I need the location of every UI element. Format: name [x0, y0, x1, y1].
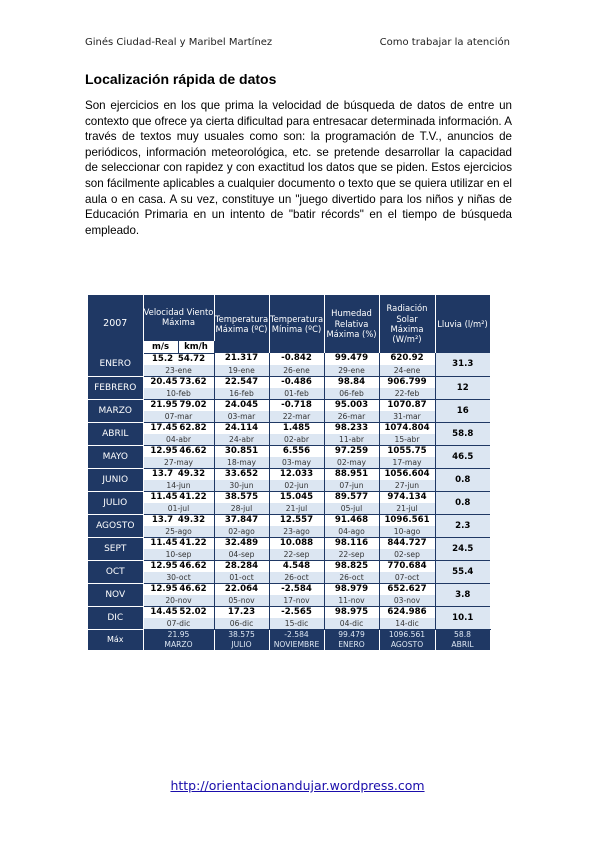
tmax-date: 24-abr: [214, 434, 269, 446]
radiation-date: 22-feb: [379, 388, 435, 400]
rain-value: 24.5: [435, 537, 490, 560]
max-radiation-month: AGOSTO: [379, 640, 435, 650]
month-label: MAYO: [88, 445, 143, 468]
wind-ms: 11.45: [150, 537, 178, 548]
rain-value: 46.5: [435, 445, 490, 468]
wind-ms: 13.7: [151, 468, 174, 479]
wind-date: 25-ago: [143, 526, 214, 538]
wind-date: 20-nov: [143, 595, 214, 607]
tmax-value: 22.547: [214, 376, 269, 388]
humidity-date: 26-oct: [324, 572, 379, 584]
radiation-value: 1096.561: [379, 514, 435, 526]
weather-table: [88, 295, 491, 650]
table-row: [88, 537, 490, 549]
wind-kmh: 62.82: [179, 422, 207, 433]
month-label: JUNIO: [88, 468, 143, 491]
wind-kmh: 73.62: [179, 376, 207, 387]
month-label: SEPT: [88, 537, 143, 560]
tmin-value: -2.584: [269, 583, 324, 595]
tmin-value: -2.565: [269, 606, 324, 618]
wind-date: 23-ene: [143, 365, 214, 377]
month-label: ENERO: [88, 353, 143, 376]
table-row: [88, 491, 490, 503]
humidity-value: 98.84: [324, 376, 379, 388]
wind-date: 27-may: [143, 457, 214, 469]
tmax-value: 21.317: [214, 353, 269, 365]
table-row-dates: [88, 572, 490, 584]
wind-ms: 15.2: [151, 353, 174, 364]
wind-ms: 21.95: [150, 399, 178, 410]
rain-value: 0.8: [435, 491, 490, 514]
tmax-value: 17.23: [214, 606, 269, 618]
wind-date: 07-dic: [143, 618, 214, 630]
wind-date: 10-feb: [143, 388, 214, 400]
wind-kmh: 46.62: [179, 560, 207, 571]
humidity-value: 99.479: [324, 353, 379, 365]
humidity-value: 98.825: [324, 560, 379, 572]
humidity-date: 02-may: [324, 457, 379, 469]
header-humidity: Humedad Relativa Máxima (%): [324, 295, 379, 353]
max-tmin-month: NOVIEMBRE: [269, 640, 324, 650]
tmax-value: 38.575: [214, 491, 269, 503]
wind-kmh: 46.62: [179, 445, 207, 456]
tmin-date: 26-oct: [269, 572, 324, 584]
wind-ms: 11.45: [150, 491, 178, 502]
tmin-value: 10.088: [269, 537, 324, 549]
rain-value: 2.3: [435, 514, 490, 537]
tmax-date: 19-ene: [214, 365, 269, 377]
humidity-date: 22-sep: [324, 549, 379, 561]
tmin-value: 6.556: [269, 445, 324, 457]
tmin-value: 15.045: [269, 491, 324, 503]
max-humidity-month: ENERO: [324, 640, 379, 650]
tmin-value: 1.485: [269, 422, 324, 434]
wind-ms: 20.45: [150, 376, 178, 387]
radiation-date: 03-nov: [379, 595, 435, 607]
humidity-date: 26-mar: [324, 411, 379, 423]
wind-values: [143, 353, 214, 365]
humidity-value: 98.975: [324, 606, 379, 618]
wind-values: [143, 468, 214, 480]
weather-table-body: [88, 353, 490, 629]
tmin-date: 22-mar: [269, 411, 324, 423]
humidity-value: 95.003: [324, 399, 379, 411]
intro-paragraph: Son ejercicios en los que prima la velocidad de búsqueda de datos de entre un contexto que ofrece ya cierta dificultad para entresacar determinada información. A través de textos muy usuales como son: la programación de T.V., anuncios de periódicos, información meteorológica, etc. se pretende desarrollar la capacidad de seleccionar con rapidez y con exactitud los datos que se piden. Estos ejercicios son fácilmente aplicables a cualquier documento o texto que se quiera utilizar en el aula o en casa. A su vez, constituye un "juego divertido para los niños y niñas de Educación Primaria en un intento de "batir récords" en el tiempo de búsqueda empleado.: [85, 99, 512, 237]
radiation-date: 27-jun: [379, 480, 435, 492]
header-tmin: Temperatura Mínima (ºC): [269, 295, 324, 353]
wind-kmh: 49.32: [177, 468, 206, 479]
max-tmax: 38.575: [214, 629, 269, 640]
tmax-value: 22.064: [214, 583, 269, 595]
tmin-date: 22-sep: [269, 549, 324, 561]
month-label: JULIO: [88, 491, 143, 514]
humidity-date: 11-abr: [324, 434, 379, 446]
wind-date: 07-mar: [143, 411, 214, 423]
rain-value: 55.4: [435, 560, 490, 583]
tmax-value: 24.114: [214, 422, 269, 434]
humidity-date: 05-jul: [324, 503, 379, 515]
tmax-date: 06-dic: [214, 618, 269, 630]
radiation-date: 02-sep: [379, 549, 435, 561]
humidity-value: 89.577: [324, 491, 379, 503]
wind-date: 14-jun: [143, 480, 214, 492]
tmin-date: 15-dic: [269, 618, 324, 630]
tmin-date: 26-ene: [269, 365, 324, 377]
radiation-value: 844.727: [379, 537, 435, 549]
radiation-value: 1070.87: [379, 399, 435, 411]
max-rain: 58.8: [435, 629, 490, 640]
humidity-date: 07-jun: [324, 480, 379, 492]
tmax-date: 18-may: [214, 457, 269, 469]
unit-ms: m/s: [143, 340, 178, 353]
table-row: [88, 606, 490, 618]
wind-values: [143, 606, 214, 618]
wind-kmh: 46.62: [179, 583, 207, 594]
tmin-date: 02-jun: [269, 480, 324, 492]
header-document-title: Como trabajar la atención: [379, 37, 510, 48]
header-radiation: Radiación Solar Máxima (W/m²): [379, 295, 435, 353]
table-row: [88, 468, 490, 480]
max-tmin: -2.584: [269, 629, 324, 640]
tmax-value: 33.652: [214, 468, 269, 480]
table-row-dates: [88, 503, 490, 515]
tmax-value: 37.847: [214, 514, 269, 526]
header-wind: Velocidad Viento Máxima: [143, 295, 214, 340]
humidity-value: 98.979: [324, 583, 379, 595]
wind-date: 04-abr: [143, 434, 214, 446]
wind-ms: 12.95: [150, 445, 178, 456]
radiation-value: 974.134: [379, 491, 435, 503]
tmin-value: -0.486: [269, 376, 324, 388]
wind-ms: 12.95: [150, 560, 178, 571]
tmax-value: 24.045: [214, 399, 269, 411]
tmin-value: 12.033: [269, 468, 324, 480]
tmax-date: 04-sep: [214, 549, 269, 561]
humidity-value: 98.233: [324, 422, 379, 434]
unit-kmh: km/h: [178, 340, 214, 353]
radiation-value: 770.684: [379, 560, 435, 572]
tmax-value: 32.489: [214, 537, 269, 549]
radiation-date: 17-may: [379, 457, 435, 469]
tmin-date: 01-feb: [269, 388, 324, 400]
wind-values: [143, 445, 214, 457]
radiation-date: 07-oct: [379, 572, 435, 584]
month-label: NOV: [88, 583, 143, 606]
radiation-value: 1055.75: [379, 445, 435, 457]
wind-values: [143, 376, 214, 388]
header-rain: Lluvia (l/m²): [435, 295, 490, 353]
rain-value: 3.8: [435, 583, 490, 606]
table-row: [88, 514, 490, 526]
month-label: MARZO: [88, 399, 143, 422]
wind-values: [143, 583, 214, 595]
tmin-value: 4.548: [269, 560, 324, 572]
max-rain-month: ABRIL: [435, 640, 490, 650]
tmax-value: 28.284: [214, 560, 269, 572]
table-row-dates: [88, 365, 490, 377]
rain-value: 31.3: [435, 353, 490, 376]
footer-link[interactable]: http://orientacionandujar.wordpress.com: [170, 778, 425, 793]
month-label: DIC: [88, 606, 143, 629]
tmax-value: 30.851: [214, 445, 269, 457]
max-wind: 21.95: [143, 629, 214, 640]
tmax-date: 02-ago: [214, 526, 269, 538]
radiation-value: 620.92: [379, 353, 435, 365]
humidity-value: 88.951: [324, 468, 379, 480]
table-row-dates: [88, 526, 490, 538]
tmin-value: 12.557: [269, 514, 324, 526]
wind-date: 10-sep: [143, 549, 214, 561]
wind-values: [143, 399, 214, 411]
radiation-date: 21-jul: [379, 503, 435, 515]
radiation-date: 15-abr: [379, 434, 435, 446]
tmax-date: 30-jun: [214, 480, 269, 492]
tmax-date: 16-feb: [214, 388, 269, 400]
humidity-value: 91.468: [324, 514, 379, 526]
max-tmax-month: JULIO: [214, 640, 269, 650]
wind-kmh: 79.02: [179, 399, 207, 410]
humidity-date: 04-dic: [324, 618, 379, 630]
wind-kmh: 52.02: [179, 606, 207, 617]
wind-kmh: 41.22: [179, 491, 207, 502]
wind-ms: 17.45: [150, 422, 178, 433]
radiation-value: 624.986: [379, 606, 435, 618]
table-row: [88, 583, 490, 595]
table-row: [88, 445, 490, 457]
wind-ms: 12.95: [150, 583, 178, 594]
wind-ms: 13.7: [151, 514, 174, 525]
table-row-dates: [88, 411, 490, 423]
wind-ms: 14.45: [150, 606, 178, 617]
max-label: Máx: [88, 629, 143, 650]
tmin-value: -0.718: [269, 399, 324, 411]
tmin-date: 02-abr: [269, 434, 324, 446]
table-row-dates: [88, 618, 490, 630]
table-row: [88, 422, 490, 434]
table-row-dates: [88, 388, 490, 400]
humidity-date: 29-ene: [324, 365, 379, 377]
wind-kmh: 54.72: [177, 353, 206, 364]
radiation-value: 1074.804: [379, 422, 435, 434]
max-radiation: 1096.561: [379, 629, 435, 640]
wind-values: [143, 537, 214, 549]
month-label: FEBRERO: [88, 376, 143, 399]
table-row-dates: [88, 549, 490, 561]
radiation-date: 24-ene: [379, 365, 435, 377]
table-row: [88, 560, 490, 572]
rain-value: 12: [435, 376, 490, 399]
radiation-date: 31-mar: [379, 411, 435, 423]
rain-value: 10.1: [435, 606, 490, 629]
header-authors: Ginés Ciudad-Real y Maribel Martínez: [85, 37, 273, 48]
table-row: [88, 376, 490, 388]
tmin-date: 03-may: [269, 457, 324, 469]
header-year: 2007: [88, 295, 143, 353]
rain-value: 58.8: [435, 422, 490, 445]
month-label: AGOSTO: [88, 514, 143, 537]
humidity-value: 98.116: [324, 537, 379, 549]
table-row: [88, 353, 490, 365]
tmax-date: 28-jul: [214, 503, 269, 515]
rain-value: 16: [435, 399, 490, 422]
table-row: [88, 399, 490, 411]
radiation-value: 1056.604: [379, 468, 435, 480]
wind-date: 30-oct: [143, 572, 214, 584]
table-row-dates: [88, 595, 490, 607]
humidity-value: 97.259: [324, 445, 379, 457]
header-tmax: Temperatura Máxima (ºC): [214, 295, 269, 353]
wind-values: [143, 514, 214, 526]
wind-date: 01-jul: [143, 503, 214, 515]
humidity-date: 06-feb: [324, 388, 379, 400]
radiation-date: 14-dic: [379, 618, 435, 630]
tmax-date: 01-oct: [214, 572, 269, 584]
table-row-dates: [88, 434, 490, 446]
max-humidity: 99.479: [324, 629, 379, 640]
radiation-value: 906.799: [379, 376, 435, 388]
radiation-value: 652.627: [379, 583, 435, 595]
humidity-date: 11-nov: [324, 595, 379, 607]
wind-values: [143, 560, 214, 572]
section-title: Localización rápida de datos: [85, 71, 277, 87]
wind-values: [143, 422, 214, 434]
tmax-date: 05-nov: [214, 595, 269, 607]
month-label: ABRIL: [88, 422, 143, 445]
radiation-date: 10-ago: [379, 526, 435, 538]
wind-kmh: 41.22: [179, 537, 207, 548]
tmin-date: 21-jul: [269, 503, 324, 515]
humidity-date: 04-ago: [324, 526, 379, 538]
tmax-date: 03-mar: [214, 411, 269, 423]
tmin-date: 23-ago: [269, 526, 324, 538]
tmin-date: 17-nov: [269, 595, 324, 607]
max-wind-month: MARZO: [143, 640, 214, 650]
tmin-value: -0.842: [269, 353, 324, 365]
wind-kmh: 49.32: [177, 514, 206, 525]
rain-value: 0.8: [435, 468, 490, 491]
table-row-dates: [88, 480, 490, 492]
table-row-dates: [88, 457, 490, 469]
wind-values: [143, 491, 214, 503]
month-label: OCT: [88, 560, 143, 583]
